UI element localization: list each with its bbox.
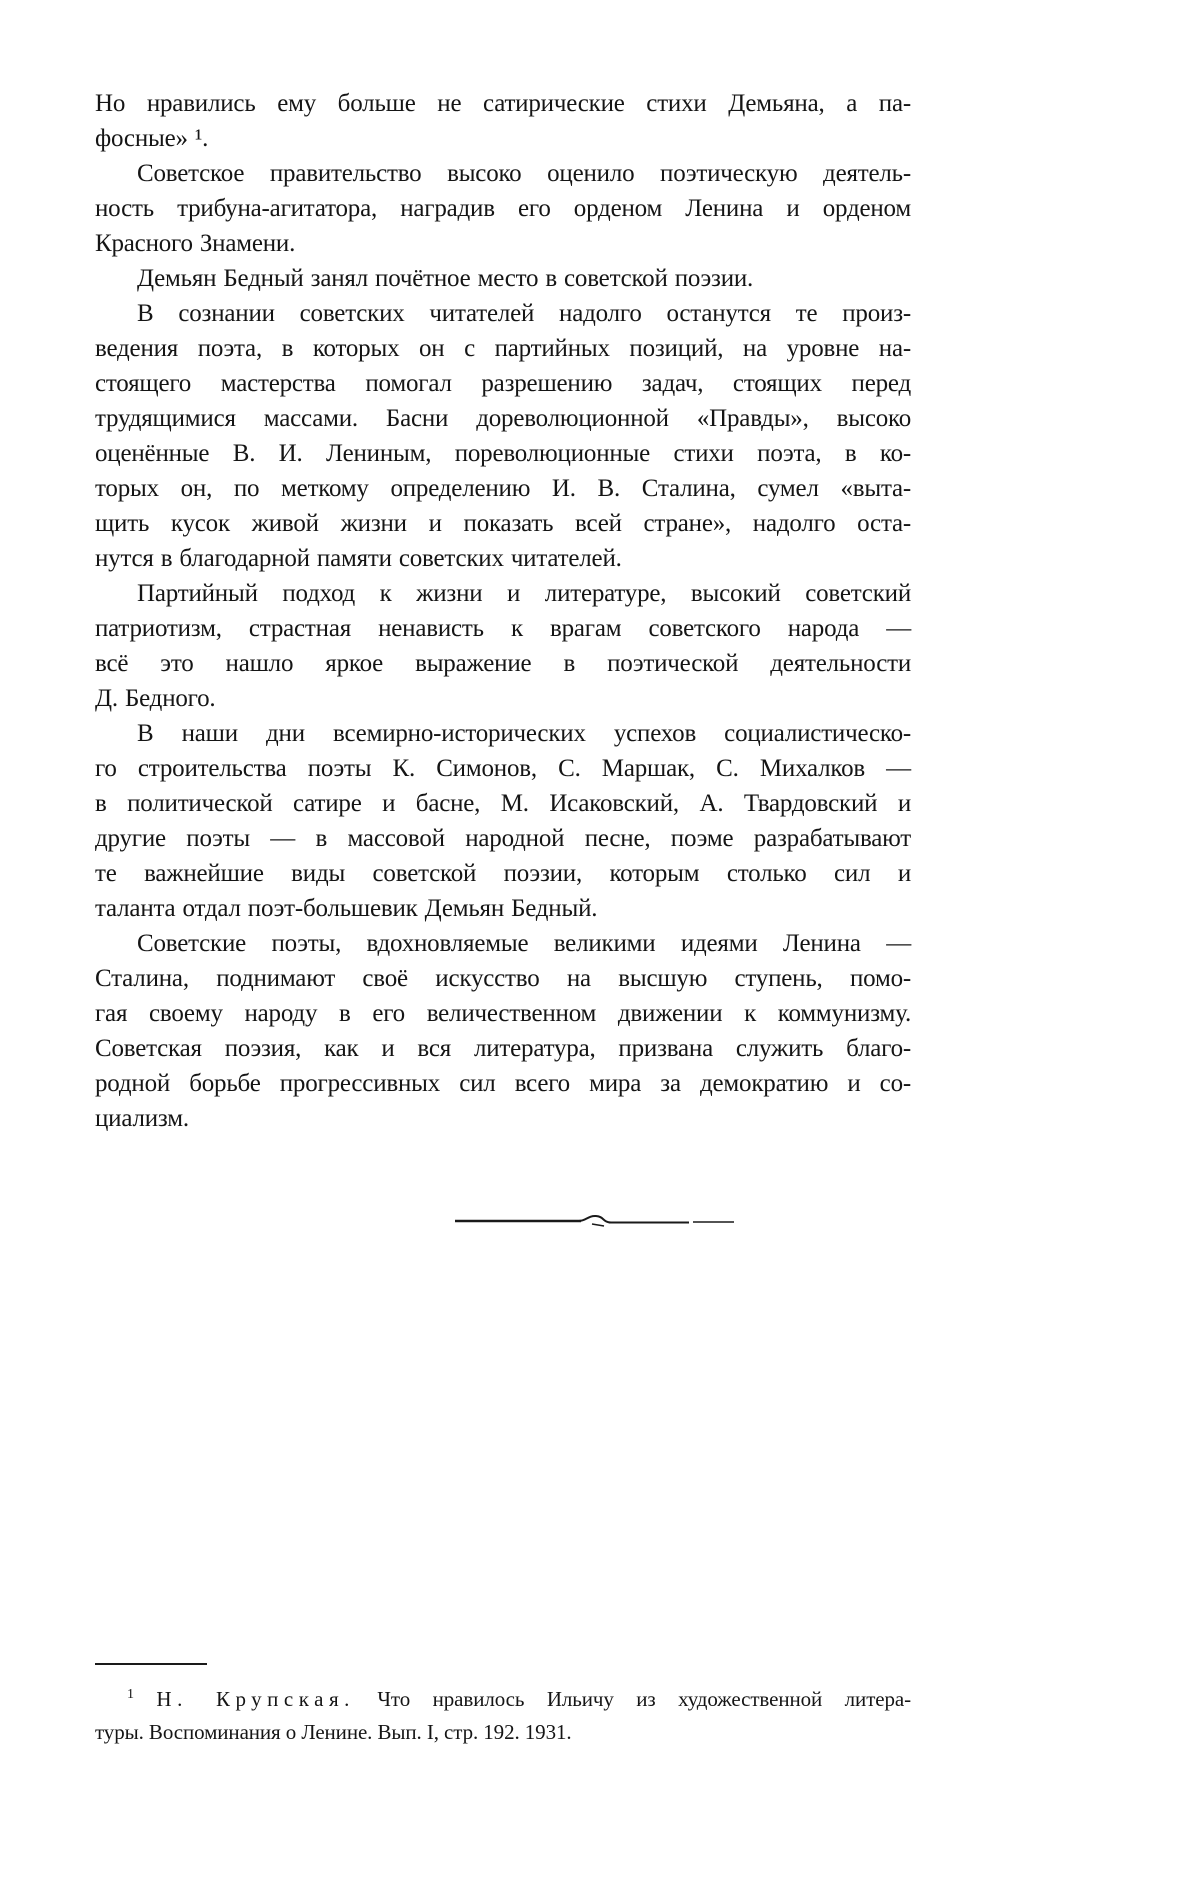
text-line: Советская поэзия, как и вся литература, призвана служить благо- (95, 1035, 911, 1062)
text-line: родной борьбе прогрессивных сил всего мира за демократию и со- (95, 1070, 911, 1097)
text-line: в политической сатире и басне, М. Исаковский, А. Твардовский и (95, 790, 911, 817)
text-line: гая своему народу в его величественном движении к коммунизму. (95, 1000, 911, 1027)
paragraph (95, 926, 911, 1136)
paragraph (95, 716, 911, 926)
paragraph (95, 86, 911, 156)
text-line: фосные» ¹. (95, 125, 209, 152)
footnote-text: Что нравилось Ильичу из художественной литера- (377, 1687, 912, 1711)
text-line: циализм. (95, 1105, 189, 1132)
text-line: Советское правительство высоко оценило поэтическую деятель- (137, 160, 911, 187)
paragraph (95, 576, 911, 716)
text-line: щить кусок живой жизни и показать всей стране», надолго оста- (95, 510, 911, 537)
text-line: Демьян Бедный занял почётное место в советской поэзии. (137, 265, 754, 292)
paragraph (95, 296, 911, 576)
divider-ornament-icon (459, 1212, 741, 1233)
text-line: патриотизм, страстная ненависть к врагам советского народа — (95, 615, 911, 642)
text-line: Красного Знамени. (95, 230, 296, 257)
text-line: ведения поэта, в которых он с партийных позиций, на уровне на- (95, 335, 911, 362)
text-line: всё это нашло яркое выражение в поэтической деятельности (95, 650, 911, 677)
text-line: другие поэты — в массовой народной песне, поэме разрабатывают (95, 825, 911, 852)
text-line: оценённые В. И. Лениным, пореволюционные стихи поэта, в ко- (95, 440, 911, 467)
text-line: стоящего мастерства помогал разрешению задач, стоящих перед (95, 370, 911, 397)
paragraph (95, 156, 911, 261)
text-line: Сталина, поднимают своё искусство на высшую ступень, помо- (95, 965, 911, 992)
text-line: Д. Бедного. (95, 685, 216, 712)
text-line: В сознании советских читателей надолго останутся те произ- (137, 300, 911, 327)
footnote-author: Н. Крупская. (156, 1687, 355, 1711)
text-line: таланта отдал поэт-большевик Демьян Бедный. (95, 895, 598, 922)
text-line: ность трибуна-агитатора, наградив его орденом Ленина и орденом (95, 195, 911, 222)
section-divider (0, 1212, 1200, 1233)
text-line: го строительства поэты К. Симонов, С. Маршак, С. Михалков — (95, 755, 911, 782)
footnote-line (95, 1683, 911, 1716)
text-line: нутся в благодарной памяти советских читателей. (95, 545, 622, 572)
text-line: Партийный подход к жизни и литературе, высокий советский (137, 580, 911, 607)
body-text (95, 86, 911, 1136)
text-line: Но нравились ему больше не сатирические стихи Демьяна, а па- (95, 90, 911, 117)
footnote-line: туры. Воспоминания о Ленине. Вып. I, стр. 192. 1931. (95, 1720, 572, 1744)
text-line: В наши дни всемирно-исторических успехов социалистическо- (137, 720, 911, 747)
text-line: трудящимися массами. Басни дореволюционной «Правды», высоко (95, 405, 911, 432)
text-line: те важнейшие виды советской поэзии, которым столько сил и (95, 860, 911, 887)
text-line: торых он, по меткому определению И. В. Сталина, сумел «выта- (95, 475, 911, 502)
footnote-separator-rule (95, 1663, 207, 1665)
footnote-marker: 1 (127, 1687, 134, 1702)
text-line: Советские поэты, вдохновляемые великими идеями Ленина — (137, 930, 911, 957)
footnote (95, 1663, 911, 1749)
paragraph (95, 261, 911, 296)
